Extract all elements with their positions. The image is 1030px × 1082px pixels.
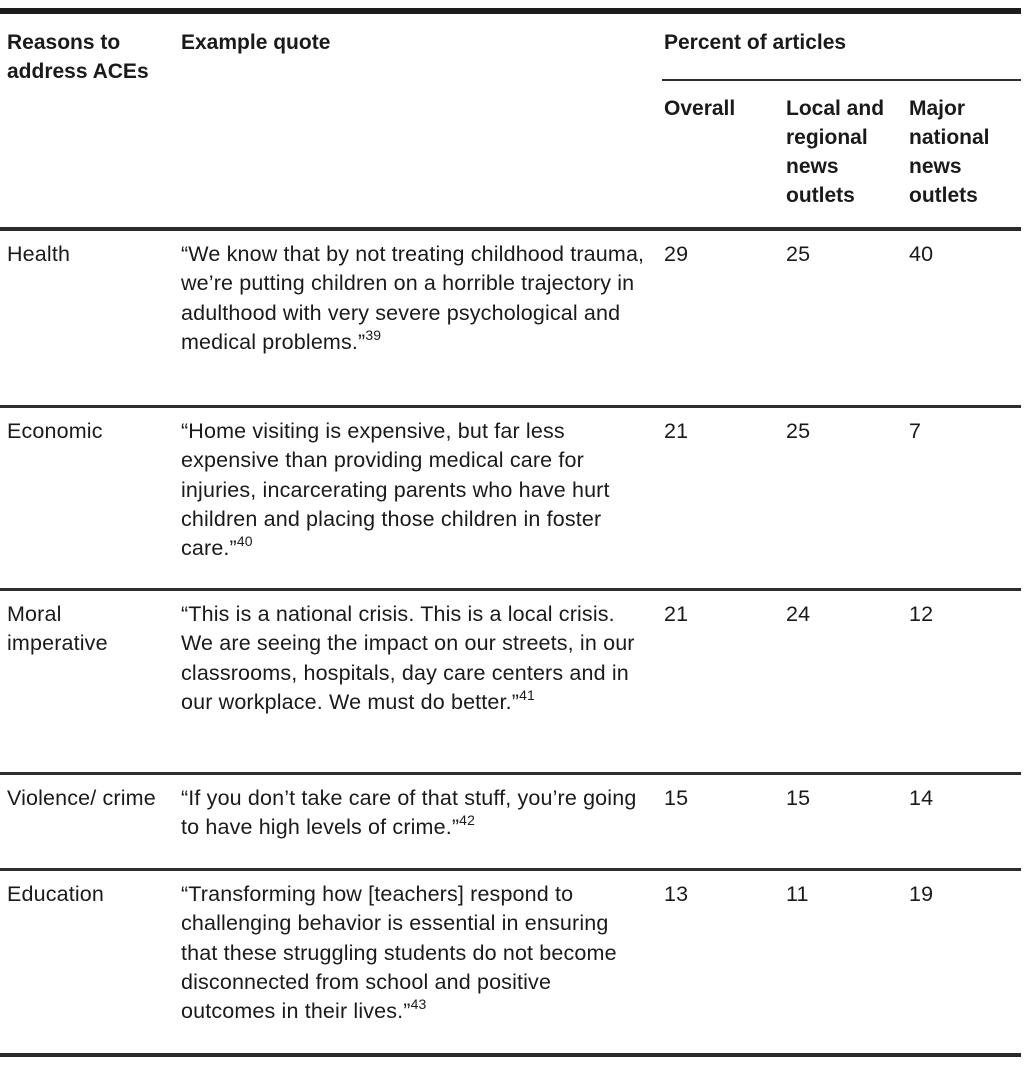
reason-cell: Moral imperative xyxy=(7,602,108,656)
local-percent: 25 xyxy=(786,242,811,266)
quote-text: “If you don’t take care of that stuff, you’re going to have high levels of crime.” xyxy=(181,786,637,840)
quote-cell xyxy=(181,600,651,717)
quote-text: “Transforming how [teachers] respond to challenging behavior is essential in ensuring that these struggling students do not become disconnected from school and positive outcomes in their lives.” xyxy=(181,882,617,1024)
quote-cell xyxy=(181,417,651,563)
overall-percent: 21 xyxy=(664,602,689,626)
local-percent: 11 xyxy=(786,882,809,906)
table-row xyxy=(0,591,1021,772)
quote-text: “This is a national crisis. This is a local crisis. We are seeing the impact on our streets, in our classrooms, hospitals, day care centers and in our workplace. We must do better.” xyxy=(181,602,635,714)
header-local-regional: Local and regional news outlets xyxy=(786,97,885,207)
table-row xyxy=(0,408,1021,588)
header-overall: Overall xyxy=(664,97,736,120)
footnote-ref: 43 xyxy=(410,996,427,1013)
reason-cell: Economic xyxy=(7,419,103,443)
table-row xyxy=(0,871,1021,1053)
header-percent-of-articles: Percent of articles xyxy=(664,31,847,54)
local-percent: 24 xyxy=(786,602,811,626)
overall-percent: 29 xyxy=(664,242,689,266)
footnote-ref: 41 xyxy=(519,686,535,703)
table-row xyxy=(0,231,1021,405)
table-header xyxy=(0,14,1021,227)
national-percent: 14 xyxy=(909,786,934,810)
reason-cell: Health xyxy=(7,242,71,266)
header-example-quote: Example quote xyxy=(181,31,331,54)
footnote-ref: 39 xyxy=(365,326,382,343)
quote-cell xyxy=(181,240,651,357)
footnote-ref: 42 xyxy=(459,812,476,829)
local-percent: 25 xyxy=(786,419,811,443)
table-bottom-rule xyxy=(0,1053,1021,1057)
reason-cell: Violence/ crime xyxy=(7,786,156,810)
national-percent: 19 xyxy=(909,882,934,906)
quote-text: “Home visiting is expensive, but far less expensive than providing medical care for injuries, incarcerating parents who have hurt children and placing those children in foster care.” xyxy=(181,419,610,561)
quote-text: “We know that by not treating childhood trauma, we’re putting children on a horrible trajectory in adulthood with very severe psychological and medical problems.” xyxy=(181,242,645,354)
quote-cell xyxy=(181,880,651,1026)
national-percent: 7 xyxy=(909,419,922,443)
header-major-national: Major national news outlets xyxy=(909,97,990,207)
national-percent: 12 xyxy=(909,602,934,626)
footnote-ref: 40 xyxy=(236,533,253,550)
quote-cell xyxy=(181,784,651,843)
aces-reasons-table xyxy=(0,8,1021,1057)
overall-percent: 15 xyxy=(664,786,689,810)
table-row xyxy=(0,775,1021,868)
header-sub-rule xyxy=(662,79,1021,81)
reason-cell: Education xyxy=(7,882,104,906)
header-reasons: Reasons to address ACEs xyxy=(7,31,149,83)
national-percent: 40 xyxy=(909,242,934,266)
overall-percent: 21 xyxy=(664,419,689,443)
overall-percent: 13 xyxy=(664,882,689,906)
local-percent: 15 xyxy=(786,786,811,810)
